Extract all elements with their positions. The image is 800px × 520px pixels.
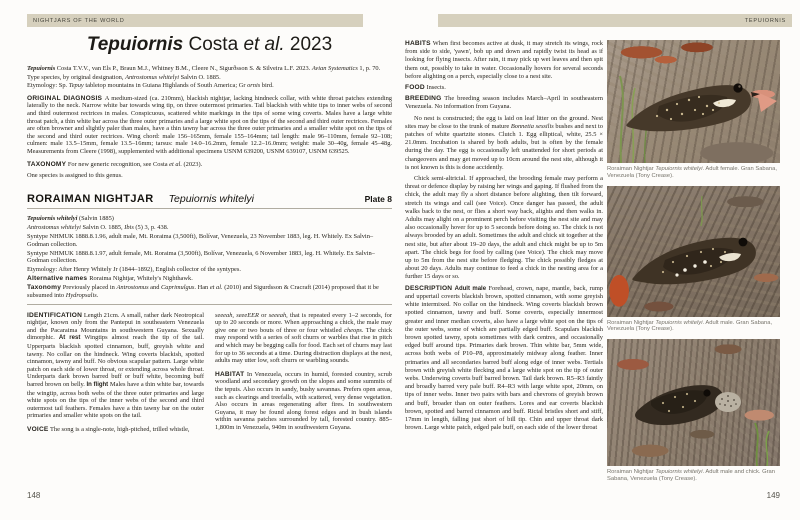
genus-title-year: 2023 <box>284 34 333 55</box>
genus-title-author: Costa <box>183 34 244 55</box>
photo-adult-female <box>607 40 780 163</box>
left-running-head: NIGHTJARS OF THE WORLD <box>27 14 363 27</box>
taxonomy-genus: TAXONOMY For new generic recognition, see Costa et al. (2023). <box>27 160 203 168</box>
genus-citation-line: Tepuiornis Costa T.V.V., van Els P., Braun M.J., Whitney B.M., Cleere N., Sigurðsson S. & Silveira L.F. 2023. Avian Systematics 1, p. 70. <box>27 65 381 72</box>
nightjar-adult-female-illustration <box>607 40 780 163</box>
synonymy-original-name: Antrostomus whitelyi Salvin O. 1885, Ibis (5) 3, p. 438. <box>27 223 169 231</box>
synonymy-syntype-female: Syntype NHMUK 1888.8.1.97, adult female, Mt. Roraima (3,500ft), Bolívar, Venezuela, 6 November 1883, leg. H. Whitely. Ex Salvin–Godman collection. <box>27 249 375 265</box>
right-column <box>215 312 392 434</box>
breeding-section: BREEDING The breeding season includes March–April in southeastern Venezuela. No information from Guyana. <box>405 95 603 111</box>
nightjar-adult-male-illustration <box>607 186 780 317</box>
photo-adult-male-and-chick <box>607 339 780 466</box>
etymology-line: Etymology: Sp. Tepuy tabletop mountains in Guiana Highlands of South America; Gr ornis bird. <box>27 82 274 90</box>
figure-adult-female <box>607 40 780 180</box>
synonymy-syntype-male: Syntype NHMUK 1888.8.1.96, adult male, Mt. Roraima (3,500ft), Bolívar, Venezuela, 23 November 1883, leg. H. Whitely. Ex Salvin–Godman collection. <box>27 232 374 248</box>
original-diagnosis: ORIGINAL DIAGNOSIS A medium-sized (ca. 210mm), blackish nightjar, lacking hindneck collar, with white throat patches extending laterally to the neck. Narrow white bar towards wing tip, on three outermost primaries. Tail blackish with white tips to inner webs of second and third outermost rectrices in males. Conspicuous, scattered white markings in the tips of some wing coverts. Males have a large white throat patch, a thin white bar across the three outer primaries and a large white spot on the tips of the second and third outer rectrices. Females are often browner and slightly paler than males, have a thin tawny bar across the three outer primaries and a smaller white spot on the tips of the second and third outer rectrices. Wing chord: male 156–165mm, female 155–164mm; tail length: male 96–110mm, female 92–108; culmen: male 13.5–15mm, female 13.5–16mm; tarsus: male 14.0–16.2mm, female 12.2–16.0mm; weight: male 30–40g, female 45–48g. Measurements from Cleere (1998), supplemented with additional specimens USNM 639200, USNM 639107, USNM 639525. <box>27 94 392 155</box>
photo-caption-adult-female: Roraiman Nightjar Tepuiornis whitelyi. Adult female. Gran Sabana, Venezuela (Tony Crease). <box>607 166 777 179</box>
two-column-section <box>27 312 392 434</box>
left-page <box>27 27 392 434</box>
species-header <box>27 193 392 205</box>
synonymy-current-name: Tepuiornis whitelyi (Salvin 1885) <box>27 214 114 222</box>
left-column <box>27 312 204 434</box>
photo-adult-male <box>607 186 780 317</box>
species-scientific-name: Tepuiornis whitelyi <box>168 192 254 205</box>
alternative-names: Alternative names Roraima Nightjar, Whitely's Nighthawk. <box>27 275 193 283</box>
genus-title-etal: et al. <box>243 34 285 55</box>
identification-section: IDENTIFICATION Length 21cm. A small, rather dark Neotropical nightjar, known only from the Pantepui in southeastern Venezuela and the Pacaraima Mountains in southwestern Guyana. Sexually dimorphic. At rest Wingtips almost reach the tip of the tail. Upperparts blackish spotted cinnamon, buff, greyish white and tawny. No collar on the hindneck. Wing coverts blackish, spotted cinnamon, tawny and buff. No obvious scapular pattern. Large white patch on each side of lower throat, or extending across whole throat. Underparts dark brown barred buff or buff white, becoming buff barred brown on belly. In flight Males have a thin white bar, towards the wingtip, across both webs of the three outer primaries and large white spots on the tips of the inner webs of the second and third outermost tail feathers. Females have a thin tawny bar on the outer primaries and smaller white spots on the tail. <box>27 311 205 420</box>
genus-citation <box>27 65 392 90</box>
habits-section: HABITS When first becomes active at dusk, it may stretch its wings, rock from side to side, 'yawn', bob up and down and rapidly twist its head as if looking for flying insects. After rain, it may pick up wet leaves and then spit them out, possibly to take in water. Occasionally hovers for several seconds before alighting on a perch, especially close to a nest site. <box>405 40 603 80</box>
right-page-text-column <box>405 40 603 435</box>
habitat-section: HABITAT In Venezuela, occurs in humid, forested country, scrub woodland and secondary growth on the slopes and some summits of the tepuis. Also occurs in sandy, bushy savannas. Prefers open areas, such as clearings and treefalls, with scattered, very dense vegetation. Also occurs in areas regenerating after fires. In southwestern Guyana, it may be found along forest edges and in bush islands within savanna patches surrounded by tall, forested country. 885–1,800m in Venezuela, 940m in southwestern Guyana. <box>215 370 392 431</box>
type-species-line: Type species, by original designation, Antrostomus whitelyi Salvin O. 1885. <box>27 73 221 81</box>
photo-column <box>607 40 780 483</box>
synonymy-etymology: Etymology: After Henry Whitely Jr (1844–1892), English collector of the syntypes. <box>27 266 241 274</box>
figure-adult-male-and-chick <box>607 339 780 483</box>
description-section: DESCRIPTION Adult male Forehead, crown, nape, mantle, back, rump and uppertail coverts blackish brown, spotted cinnamon, with some greyish white intermixed. No collar on the hindneck. Wing coverts blackish brown spotted cinnamon, tawny and buff. Some coverts, especially innermost greater and inner median coverts, also have a large white spot on the tips of the outer webs, some of which are partially edged buff. Scapulars blackish brown spotted tawny, spots sometimes with dark centres, and occasionally edged buff around tips. Primaries dark brown. Thin white bar, 5mm wide, across both webs of P10–P8, approximately midway along feather. Inner primaries and all secondaries barred buff along edge of inner webs. Tertials brown with greyish white flecking and a large white spot on the tip of outer webs. Underwing coverts buff barred brown. Tail dark brown. R5–R3 faintly and broadly barred very pale buff. R4–R3 with large white spot, 20mm, on tips of inner webs. Inner two pairs with bars and chevrons of greyish brown and buff, broader than on outer feathers. Lores and ear coverts blackish brown, spotted and barred cinnamon and buff. Rictal bristles short and stiff, 17mm in length, falling just short of bill tip. Chin and upper throat dark brown. Large white patch, edged pale buff, on each side of the lower throat <box>405 284 603 432</box>
voice-section-continued: seeeah, seeeEER or seeeah, that is repeated every 1–2 seconds, for up to 20 seconds or more. When approaching a chick, the male may give one or two bouts of three or four whistled cheops. The chick may respond with a series of soft churrs or warbles that rise in pitch and which may be begging calls for food. Each set of churrs may last for up to 36 seconds at a time. During distraction displays at the nest, adults may utter low, soft churrs or warbling sounds. <box>215 311 393 365</box>
taxonomy-species: Taxonomy Previously placed in Antrostomus and Caprimulgus. Han et al. (2010) and Sigurdsson & Cracraft (2014) proposed that it be subsumed into Hydropsalis. <box>27 284 379 300</box>
right-running-head: TEPUIORNIS <box>438 14 792 27</box>
nightjar-adult-and-chick-illustration <box>607 339 780 466</box>
synonymy-block <box>27 215 392 300</box>
breeding-nest-paragraph: No nest is constructed; the egg is laid on leaf litter on the ground. Nest sites may be close to the trunk of mature Bonnetia sessilis bushes and next to patches of white quartzite stones. Clutch 1. Egg elliptical, white, 25.5 × 21.0mm. Incubation is shared by both adults, but is often by the female during the day. The egg is occasionally left unattended for short periods at changeovers and may get moved up to 10cm around the nest site, although it is not known is this is done accidently. <box>405 114 603 171</box>
photo-caption-adult-male-and-chick: Roraiman Nightjar Tepuiornis whitelyi. Adult male and chick. Gran Sabana, Venezuela (Tony Crease). <box>607 469 775 482</box>
voice-section-start: VOICE The song is a single-note, high-pitched, trilled whistle, <box>27 425 190 433</box>
plate-reference: Plate 8 <box>364 193 392 204</box>
section-divider-rule <box>27 304 392 305</box>
page-number-right: 149 <box>766 491 780 500</box>
food-section: FOOD Insects. <box>405 84 446 92</box>
page-number-left: 148 <box>27 491 41 500</box>
species-header-rule <box>27 208 392 209</box>
figure-adult-male <box>607 186 780 334</box>
photo-caption-adult-male: Roraiman Nightjar Tepuiornis whitelyi. Adult male. Gran Sabana, Venezuela (Tony Crease). <box>607 319 773 333</box>
taxonomy-note: One species is assigned to this genus. <box>27 172 123 180</box>
species-common-name: RORAIMAN NIGHTJAR <box>27 192 154 205</box>
breeding-chick-paragraph: Chick semi-altricial. If approached, the brooding female may perform a threat or defence display by raising her wings and gaping. If flushed from the chick, the adult may fly a short distance before alighting, then tilt forward, stretch its wings and call (see Voice). Once danger has passed, the adult walks back to the nest, or flies a short way back, alights and then walks in. Adults may alight on a prominent perch before visiting the nest site and may also occasionally hover for up to 5 seconds before doing so. The chick is not always brooded by an adult. Sometimes the adult and chick sit together at the nest site, but after about 19–20 days, the adult and chick might be up to 5m apart. The chick begs for food by calling (see Voice). The chick may move up to 5m from the nest site before fledging. The chick possibly fledges at about 20 days. Adults may continue to feed a chick in the nesting area for a further 15 days or so. <box>405 175 603 281</box>
genus-title <box>27 34 392 56</box>
genus-title-name: Tepuiornis <box>86 34 184 55</box>
